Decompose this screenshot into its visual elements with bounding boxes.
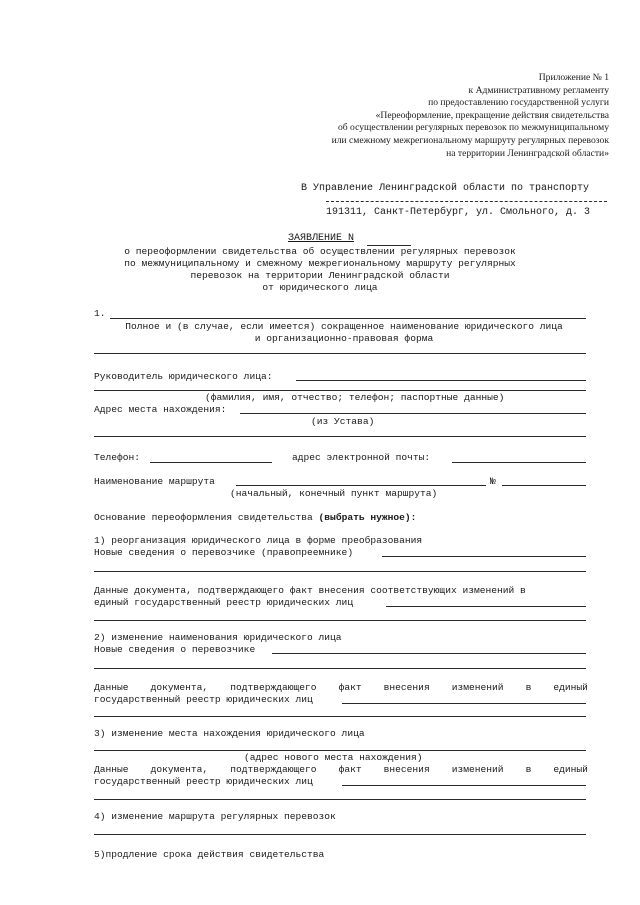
route-number-field[interactable] xyxy=(502,485,586,486)
doc-word: Данные xyxy=(94,682,129,693)
application-heading: ЗАЯВЛЕНИЕ N xyxy=(288,233,355,244)
reason-1-doc-line2: единый государственный реестр юридических лиц xyxy=(94,597,354,608)
route-number-label: № xyxy=(490,476,496,487)
reason-3-address-field[interactable] xyxy=(94,750,586,751)
doc-word: единый xyxy=(553,764,588,775)
reason-3-doc-field-2[interactable] xyxy=(94,799,586,800)
doc-word: внесения xyxy=(383,682,430,693)
basis-choose: (выбрать нужное): xyxy=(318,512,417,523)
doc-word: изменений xyxy=(451,682,504,693)
address-label: Адрес места нахождения: xyxy=(94,404,227,415)
appendix-line: на территории Ленинградской области» xyxy=(446,147,609,159)
addressee-separator xyxy=(326,201,607,202)
addressee-line1: В Управление Ленинградской области по транспорту xyxy=(301,183,590,194)
reason-2-new-field-2[interactable] xyxy=(94,668,586,669)
head-field[interactable] xyxy=(296,380,586,381)
appendix-line: об осуществлении регулярных перевозок по межмуниципальному xyxy=(337,122,609,134)
appendix-line: к Административному регламенту xyxy=(468,84,609,96)
head-field-2[interactable] xyxy=(94,390,586,391)
reason-1-title[interactable]: 1) реорганизация юридического лица в форме преобразования xyxy=(94,535,423,546)
appendix-line: или смежному межрегиональному маршруту регулярных перевозок xyxy=(331,134,609,146)
doc-word: единый xyxy=(553,682,588,693)
route-name-field[interactable] xyxy=(236,485,486,486)
doc-word: внесения xyxy=(383,764,430,775)
reason-2-doc-field[interactable] xyxy=(342,703,586,704)
doc-word: в xyxy=(525,682,532,693)
doc-word: подтверждающего xyxy=(230,682,317,693)
legal-name-field[interactable] xyxy=(110,318,586,319)
doc-word: факт xyxy=(338,682,362,693)
reason-4-field[interactable] xyxy=(94,834,586,835)
reason-1-doc-field-2[interactable] xyxy=(94,620,586,621)
title-sub3: перевозок на территории Ленинградской области xyxy=(190,270,450,281)
item-number-1: 1. xyxy=(94,308,106,319)
reason-2-doc-field-2[interactable] xyxy=(94,716,586,717)
reason-1-doc-field[interactable] xyxy=(386,606,586,607)
address-field-2[interactable] xyxy=(94,436,586,437)
reason-1-new-label: Новые сведения о перевозчике (правопреемнике) xyxy=(94,547,354,558)
doc-word: подтверждающего xyxy=(230,764,317,775)
doc-word: документа, xyxy=(150,682,209,693)
reason-2-doc-line2: государственный реестр юридических лиц xyxy=(94,694,313,705)
doc-word: документа, xyxy=(150,764,209,775)
appendix-line: «Переоформление, прекращение действия свидетельства xyxy=(375,109,609,121)
appendix-line: Приложение № 1 xyxy=(538,72,609,83)
head-hint: (фамилия, имя, отчество; телефон; паспортные данные) xyxy=(205,392,505,403)
legal-name-hint2: и организационно-правовая форма xyxy=(254,333,434,344)
reason-3-doc-field[interactable] xyxy=(342,785,586,786)
legal-name-field-2[interactable] xyxy=(94,353,586,354)
doc-word: в xyxy=(525,764,532,775)
basis-heading xyxy=(94,512,416,523)
reason-3-title[interactable]: 3) изменение места нахождения юридического лица xyxy=(94,728,365,739)
phone-label: Телефон: xyxy=(94,452,141,463)
reason-3-hint: (адрес нового места нахождения) xyxy=(244,752,423,763)
reason-2-new-label: Новые сведения о перевозчике xyxy=(94,644,256,655)
route-hint: (начальный, конечный пункт маршрута) xyxy=(230,488,438,499)
doc-word: факт xyxy=(338,764,362,775)
reason-1-doc-line1: Данные документа, подтверждающего факт внесения соответствующих изменений в xyxy=(94,585,526,596)
appendix-block xyxy=(279,72,609,160)
basis-label: Основание переоформления свидетельства xyxy=(94,512,313,523)
reason-1-new-field-2[interactable] xyxy=(94,571,586,572)
head-label: Руководитель юридического лица: xyxy=(94,371,273,382)
route-label: Наименование маршрута xyxy=(94,476,215,487)
doc-word: Данные xyxy=(94,764,129,775)
address-hint: (из Устава) xyxy=(311,416,375,427)
phone-field[interactable] xyxy=(150,462,272,463)
reason-1-new-field[interactable] xyxy=(382,556,586,557)
reason-3-doc-line1 xyxy=(94,764,588,775)
title-sub4: от юридического лица xyxy=(262,282,378,293)
reason-4-title[interactable]: 4) изменение маршрута регулярных перевозок xyxy=(94,811,336,822)
reason-2-doc-line1 xyxy=(94,682,588,693)
address-field[interactable] xyxy=(240,413,586,414)
email-field[interactable] xyxy=(452,462,586,463)
legal-name-hint: Полное и (в случае, если имеется) сокращенное наименование юридического лица xyxy=(125,321,563,332)
addressee-line2: 191311, Санкт-Петербург, ул. Смольного, д. 3 xyxy=(326,207,591,218)
appendix-line: по предоставлению государственной услуги xyxy=(428,97,609,109)
reason-2-new-field[interactable] xyxy=(272,653,586,654)
doc-word: изменений xyxy=(451,764,504,775)
reason-5-title[interactable]: 5)продление срока действия свидетельства xyxy=(94,849,325,860)
title-sub2: по межмуниципальному и смежному межрегиональному маршруту регулярных xyxy=(124,258,516,269)
reason-2-title[interactable]: 2) изменение наименования юридического лица xyxy=(94,632,342,643)
email-label: адрес электронной почты: xyxy=(292,452,431,463)
reason-3-doc-line2: государственный реестр юридических лиц xyxy=(94,776,313,787)
title-sub1: о переоформлении свидетельства об осуществлении регулярных перевозок xyxy=(124,246,516,257)
